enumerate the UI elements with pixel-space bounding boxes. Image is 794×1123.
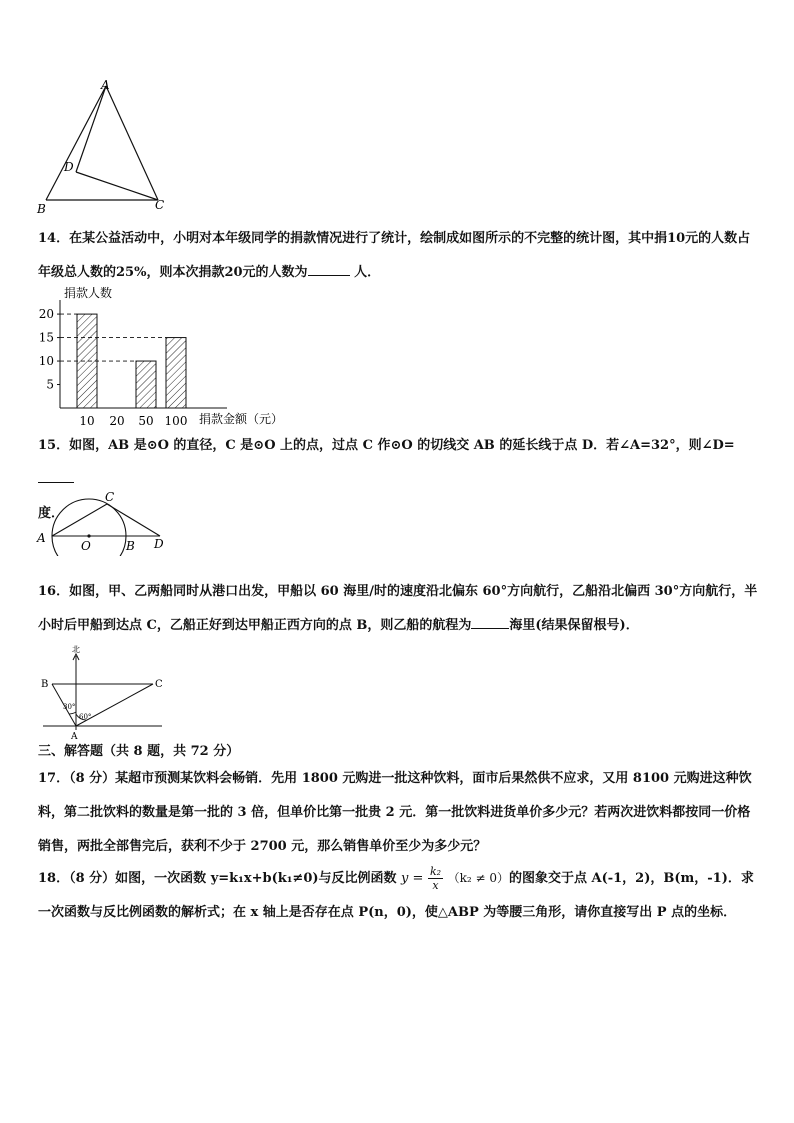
fraction-numerator: k₂: [429, 865, 442, 878]
north-label: 北: [72, 645, 80, 654]
x-tick-label: 10: [79, 414, 95, 428]
bar-50: [136, 361, 156, 408]
angle-30-label: 30°: [63, 703, 76, 711]
ships-figure: [38, 642, 166, 742]
bar-chart: [32, 282, 302, 430]
label-C: C: [105, 490, 115, 504]
circle-tangent-figure: [34, 488, 174, 556]
fraction-denominator: x: [432, 879, 439, 892]
answer-blank-14[interactable]: [308, 275, 350, 276]
x-tick-label: 50: [138, 414, 154, 428]
label-C: C: [155, 679, 163, 690]
question-18-text-part1: 18．（8 分）如图，一次函数 y=k₁x+b(k₁≠0)与反比例函数: [38, 871, 397, 886]
answer-blank-16[interactable]: [471, 628, 509, 629]
label-A: A: [37, 531, 46, 545]
question-16-unit: 海里(结果保留根号)．: [509, 618, 639, 633]
triangle-figure: [30, 76, 180, 218]
y-tick-label: 5: [46, 377, 54, 392]
y-axis-title: 捐款人数: [64, 286, 113, 300]
question-14-text: 14．在某公益活动中，小明对本年级同学的捐款情况进行了统计，绘制成如图所示的不完整的统计图，其中捐10元的人数占年级总人数的25%，则本次捐款20元的人数为: [38, 231, 751, 280]
label-B: B: [37, 202, 46, 216]
bar-10: [77, 314, 97, 408]
question-15-unit: 度．: [38, 506, 65, 521]
y-equals: y =: [401, 871, 424, 886]
label-A: A: [101, 78, 110, 92]
label-D: D: [64, 160, 74, 174]
fraction-condition: （k₂ ≠ 0）: [447, 871, 509, 885]
question-18: [38, 861, 760, 930]
label-O: O: [81, 539, 91, 553]
y-tick-label: 10: [38, 354, 54, 369]
question-15-text: 15．如图，AB 是⊙O 的直径，C 是⊙O 上的点，过点 C 作⊙O 的切线交 AB 的延长线于点 D．若∠A=32°，则∠D=: [38, 438, 735, 453]
label-C: C: [155, 198, 165, 212]
answer-blank-15[interactable]: [38, 482, 74, 483]
label-A: A: [71, 732, 78, 742]
label-D: D: [154, 537, 164, 551]
question-14: [38, 222, 760, 290]
question-14-unit: 人．: [354, 265, 381, 280]
y-tick-label: 15: [38, 330, 54, 345]
fraction: [428, 865, 443, 892]
question-17-text: 17．（8 分）某超市预测某饮料会畅销．先用 1800 元购进一批这种饮料，面市后果然供不应求，又用 8100 元购进这种饮料，第二批饮料的数量是第一批的 3 倍，但单价比第一批贵 2 元．第一批饮料进货单价多少元？若两次进饮料都按同一价格销售，两批全部售完后，获利不少于 2700 元，那么销售单价至少为多少元？: [38, 771, 752, 854]
x-axis-title: 捐款金额（元）: [199, 412, 284, 426]
label-B: B: [126, 539, 135, 553]
question-16-text: 16．如图，甲、乙两船同时从港口出发，甲船以 60 海里/时的速度沿北偏东 60°方向航行，乙船沿北偏西 30°方向航行，半小时后甲船到达点 C，乙船正好到达甲船正西方向的点 B，则乙船的航程为: [38, 584, 758, 633]
x-tick-label: 20: [109, 414, 125, 428]
y-tick-label: 20: [38, 307, 54, 322]
section-title: 三、解答题（共 8 题，共 72 分）: [38, 744, 240, 759]
question-17: [38, 762, 760, 864]
x-tick-label: 100: [164, 414, 188, 428]
angle-60-label: 60°: [79, 713, 92, 721]
bar-100: [166, 338, 186, 408]
question-18-text-part2: 的图象交于点 A(-1，2)，B(m，-1)．求一次函数与反比例函数的解析式；在 x 轴上是否存在点 P(n，0)，使△ABP 为等腰三角形，请你直接写出 P 点的坐标．: [38, 871, 754, 920]
question-16: [38, 575, 760, 643]
label-B: B: [41, 679, 49, 690]
